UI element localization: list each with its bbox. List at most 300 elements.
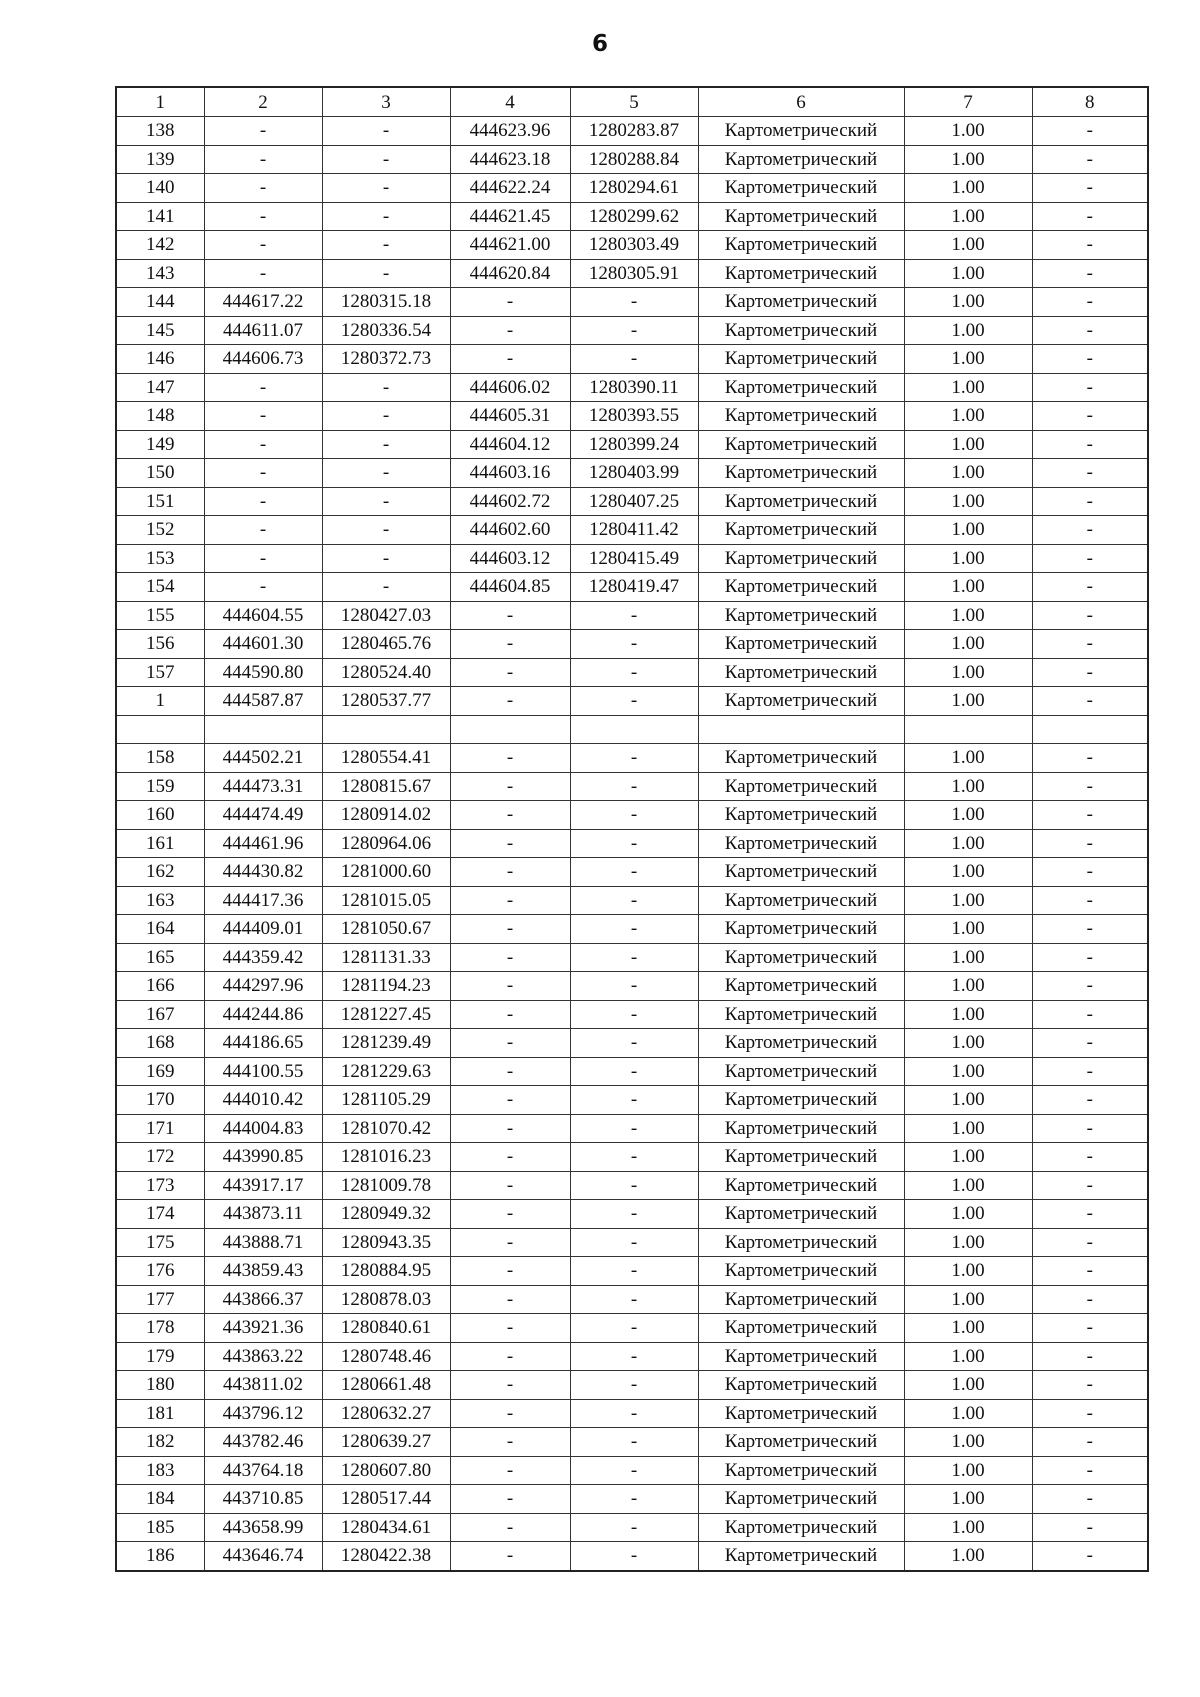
cell-accuracy: 1.00 xyxy=(904,174,1032,203)
cell-x-coordinate-new: - xyxy=(450,1399,570,1428)
cell-x-coordinate-new: - xyxy=(450,1057,570,1086)
cell-y-coordinate-new: - xyxy=(570,1485,698,1514)
cell-method: Картометрический xyxy=(698,1285,904,1314)
cell-x-coordinate-old xyxy=(204,715,322,744)
cell-x-coordinate-new: - xyxy=(450,943,570,972)
cell-note: - xyxy=(1032,316,1148,345)
table-row xyxy=(116,658,1148,687)
cell-x-coordinate-new: - xyxy=(450,1513,570,1542)
cell-y-coordinate-new: 1280299.62 xyxy=(570,202,698,231)
cell-x-coordinate-new: - xyxy=(450,288,570,317)
cell-accuracy: 1.00 xyxy=(904,1171,1032,1200)
cell-note: - xyxy=(1032,145,1148,174)
cell-x-coordinate-new: - xyxy=(450,1257,570,1286)
table-row xyxy=(116,943,1148,972)
cell-note: - xyxy=(1032,829,1148,858)
cell-x-coordinate-new: - xyxy=(450,1171,570,1200)
cell-note: - xyxy=(1032,573,1148,602)
cell-method: Картометрический xyxy=(698,744,904,773)
table-body xyxy=(116,87,1148,1571)
cell-x-coordinate-old: 444587.87 xyxy=(204,687,322,716)
cell-method: Картометрический xyxy=(698,972,904,1001)
cell-y-coordinate-old: 1280884.95 xyxy=(322,1257,450,1286)
cell-x-coordinate-old: 443764.18 xyxy=(204,1456,322,1485)
cell-x-coordinate-old: 443888.71 xyxy=(204,1228,322,1257)
cell-point-number: 143 xyxy=(116,259,204,288)
cell-y-coordinate-new: 1280407.25 xyxy=(570,487,698,516)
cell-note: - xyxy=(1032,459,1148,488)
cell-x-coordinate-old: 443863.22 xyxy=(204,1342,322,1371)
cell-method: Картометрический xyxy=(698,1399,904,1428)
cell-accuracy: 1.00 xyxy=(904,601,1032,630)
cell-y-coordinate-old: - xyxy=(322,516,450,545)
cell-point-number xyxy=(116,715,204,744)
cell-point-number: 156 xyxy=(116,630,204,659)
cell-x-coordinate-old: - xyxy=(204,373,322,402)
cell-note: - xyxy=(1032,430,1148,459)
cell-note: - xyxy=(1032,772,1148,801)
cell-x-coordinate-old: - xyxy=(204,573,322,602)
cell-point-number: 139 xyxy=(116,145,204,174)
cell-x-coordinate-old: 443710.85 xyxy=(204,1485,322,1514)
cell-note: - xyxy=(1032,744,1148,773)
cell-point-number: 185 xyxy=(116,1513,204,1542)
table-row xyxy=(116,1257,1148,1286)
cell-point-number: 160 xyxy=(116,801,204,830)
cell-point-number: 146 xyxy=(116,345,204,374)
column-header: 3 xyxy=(322,87,450,117)
table-row xyxy=(116,117,1148,146)
cell-note: - xyxy=(1032,1257,1148,1286)
table-row xyxy=(116,886,1148,915)
cell-point-number: 166 xyxy=(116,972,204,1001)
cell-note: - xyxy=(1032,858,1148,887)
cell-accuracy: 1.00 xyxy=(904,1000,1032,1029)
cell-y-coordinate-new: - xyxy=(570,601,698,630)
cell-accuracy: 1.00 xyxy=(904,915,1032,944)
cell-method: Картометрический xyxy=(698,1171,904,1200)
cell-y-coordinate-old: 1280639.27 xyxy=(322,1428,450,1457)
cell-y-coordinate-new: - xyxy=(570,1200,698,1229)
cell-x-coordinate-new: - xyxy=(450,1314,570,1343)
cell-method: Картометрический xyxy=(698,1485,904,1514)
cell-x-coordinate-new: - xyxy=(450,886,570,915)
cell-x-coordinate-old: - xyxy=(204,259,322,288)
cell-x-coordinate-new: 444604.12 xyxy=(450,430,570,459)
table-row xyxy=(116,972,1148,1001)
cell-method: Картометрический xyxy=(698,402,904,431)
cell-accuracy: 1.00 xyxy=(904,801,1032,830)
cell-x-coordinate-old: 443866.37 xyxy=(204,1285,322,1314)
cell-method: Картометрический xyxy=(698,1428,904,1457)
cell-y-coordinate-old: 1280517.44 xyxy=(322,1485,450,1514)
cell-accuracy: 1.00 xyxy=(904,744,1032,773)
cell-x-coordinate-old: - xyxy=(204,516,322,545)
cell-method: Картометрический xyxy=(698,630,904,659)
cell-x-coordinate-new: 444603.16 xyxy=(450,459,570,488)
cell-accuracy: 1.00 xyxy=(904,1399,1032,1428)
cell-y-coordinate-old: 1280315.18 xyxy=(322,288,450,317)
cell-x-coordinate-old: - xyxy=(204,174,322,203)
cell-method: Картометрический xyxy=(698,601,904,630)
cell-method: Картометрический xyxy=(698,1057,904,1086)
cell-y-coordinate-new: - xyxy=(570,1314,698,1343)
cell-y-coordinate-old: - xyxy=(322,402,450,431)
cell-y-coordinate-old: 1281194.23 xyxy=(322,972,450,1001)
cell-x-coordinate-new: 444602.60 xyxy=(450,516,570,545)
cell-x-coordinate-old: - xyxy=(204,117,322,146)
cell-y-coordinate-new: - xyxy=(570,1285,698,1314)
cell-point-number: 150 xyxy=(116,459,204,488)
cell-x-coordinate-old: - xyxy=(204,487,322,516)
cell-y-coordinate-old: 1280878.03 xyxy=(322,1285,450,1314)
cell-y-coordinate-old: 1281239.49 xyxy=(322,1029,450,1058)
cell-y-coordinate-old: 1281229.63 xyxy=(322,1057,450,1086)
cell-accuracy: 1.00 xyxy=(904,772,1032,801)
cell-note: - xyxy=(1032,915,1148,944)
table-row xyxy=(116,373,1148,402)
cell-accuracy: 1.00 xyxy=(904,1086,1032,1115)
cell-point-number: 169 xyxy=(116,1057,204,1086)
cell-accuracy xyxy=(904,715,1032,744)
cell-x-coordinate-old: 443921.36 xyxy=(204,1314,322,1343)
cell-accuracy: 1.00 xyxy=(904,886,1032,915)
cell-note: - xyxy=(1032,1456,1148,1485)
table-row xyxy=(116,487,1148,516)
cell-x-coordinate-old: 444617.22 xyxy=(204,288,322,317)
table-row xyxy=(116,231,1148,260)
cell-note: - xyxy=(1032,516,1148,545)
cell-x-coordinate-new: - xyxy=(450,1456,570,1485)
column-header: 8 xyxy=(1032,87,1148,117)
table-row xyxy=(116,687,1148,716)
cell-x-coordinate-new: 444620.84 xyxy=(450,259,570,288)
cell-note: - xyxy=(1032,801,1148,830)
table-row xyxy=(116,573,1148,602)
cell-y-coordinate-old: 1281105.29 xyxy=(322,1086,450,1115)
cell-point-number: 182 xyxy=(116,1428,204,1457)
cell-y-coordinate-new: - xyxy=(570,858,698,887)
cell-point-number: 163 xyxy=(116,886,204,915)
cell-method: Картометрический xyxy=(698,1086,904,1115)
cell-y-coordinate-old: 1280815.67 xyxy=(322,772,450,801)
cell-method: Картометрический xyxy=(698,687,904,716)
cell-x-coordinate-old: 444590.80 xyxy=(204,658,322,687)
table-row xyxy=(116,1542,1148,1571)
cell-x-coordinate-new: - xyxy=(450,1542,570,1571)
cell-accuracy: 1.00 xyxy=(904,145,1032,174)
cell-x-coordinate-old: 443873.11 xyxy=(204,1200,322,1229)
cell-y-coordinate-new: - xyxy=(570,1542,698,1571)
cell-point-number: 175 xyxy=(116,1228,204,1257)
cell-x-coordinate-new: 444605.31 xyxy=(450,402,570,431)
cell-x-coordinate-old: 444606.73 xyxy=(204,345,322,374)
column-header: 5 xyxy=(570,87,698,117)
cell-y-coordinate-old: 1281015.05 xyxy=(322,886,450,915)
cell-x-coordinate-new: - xyxy=(450,1200,570,1229)
cell-y-coordinate-old: - xyxy=(322,459,450,488)
cell-y-coordinate-old: - xyxy=(322,117,450,146)
cell-accuracy: 1.00 xyxy=(904,630,1032,659)
cell-method: Картометрический xyxy=(698,487,904,516)
table-row xyxy=(116,1342,1148,1371)
cell-y-coordinate-new: - xyxy=(570,1513,698,1542)
cell-x-coordinate-old: - xyxy=(204,202,322,231)
cell-y-coordinate-new: 1280415.49 xyxy=(570,544,698,573)
table-row xyxy=(116,715,1148,744)
cell-accuracy: 1.00 xyxy=(904,1542,1032,1571)
cell-x-coordinate-old: - xyxy=(204,145,322,174)
cell-note: - xyxy=(1032,1200,1148,1229)
cell-point-number: 176 xyxy=(116,1257,204,1286)
column-header: 2 xyxy=(204,87,322,117)
cell-y-coordinate-new: - xyxy=(570,288,698,317)
cell-y-coordinate-old: 1281050.67 xyxy=(322,915,450,944)
cell-point-number: 168 xyxy=(116,1029,204,1058)
cell-x-coordinate-old: 444359.42 xyxy=(204,943,322,972)
table-row xyxy=(116,829,1148,858)
cell-accuracy: 1.00 xyxy=(904,1257,1032,1286)
cell-note: - xyxy=(1032,658,1148,687)
cell-x-coordinate-old: 444430.82 xyxy=(204,858,322,887)
cell-point-number: 179 xyxy=(116,1342,204,1371)
cell-y-coordinate-new: - xyxy=(570,1057,698,1086)
cell-accuracy: 1.00 xyxy=(904,373,1032,402)
cell-note: - xyxy=(1032,487,1148,516)
cell-x-coordinate-old: 443646.74 xyxy=(204,1542,322,1571)
cell-point-number: 181 xyxy=(116,1399,204,1428)
cell-method: Картометрический xyxy=(698,231,904,260)
cell-method: Картометрический xyxy=(698,202,904,231)
cell-y-coordinate-new: - xyxy=(570,1456,698,1485)
cell-x-coordinate-new: 444603.12 xyxy=(450,544,570,573)
cell-y-coordinate-new: - xyxy=(570,1171,698,1200)
cell-y-coordinate-old: 1280427.03 xyxy=(322,601,450,630)
table-row xyxy=(116,1428,1148,1457)
cell-x-coordinate-old: 443859.43 xyxy=(204,1257,322,1286)
cell-y-coordinate-old: 1280524.40 xyxy=(322,658,450,687)
cell-x-coordinate-new: - xyxy=(450,687,570,716)
cell-y-coordinate-new: - xyxy=(570,801,698,830)
cell-x-coordinate-new: 444623.96 xyxy=(450,117,570,146)
cell-note: - xyxy=(1032,1171,1148,1200)
cell-method: Картометрический xyxy=(698,145,904,174)
cell-accuracy: 1.00 xyxy=(904,1228,1032,1257)
table-row xyxy=(116,1314,1148,1343)
cell-accuracy: 1.00 xyxy=(904,858,1032,887)
cell-x-coordinate-new: 444623.18 xyxy=(450,145,570,174)
cell-y-coordinate-old: 1280434.61 xyxy=(322,1513,450,1542)
cell-point-number: 184 xyxy=(116,1485,204,1514)
cell-x-coordinate-new xyxy=(450,715,570,744)
cell-note: - xyxy=(1032,1513,1148,1542)
cell-method: Картометрический xyxy=(698,516,904,545)
page-number: 6 xyxy=(591,31,608,57)
cell-accuracy: 1.00 xyxy=(904,1057,1032,1086)
cell-x-coordinate-new: - xyxy=(450,1143,570,1172)
cell-accuracy: 1.00 xyxy=(904,516,1032,545)
cell-accuracy: 1.00 xyxy=(904,316,1032,345)
cell-x-coordinate-old: 443811.02 xyxy=(204,1371,322,1400)
cell-method: Картометрический xyxy=(698,658,904,687)
cell-accuracy: 1.00 xyxy=(904,544,1032,573)
cell-point-number: 153 xyxy=(116,544,204,573)
table-row xyxy=(116,1143,1148,1172)
table-row xyxy=(116,288,1148,317)
cell-y-coordinate-new: - xyxy=(570,943,698,972)
cell-point-number: 147 xyxy=(116,373,204,402)
table-row xyxy=(116,915,1148,944)
cell-accuracy: 1.00 xyxy=(904,658,1032,687)
cell-y-coordinate-new: - xyxy=(570,1399,698,1428)
table-row xyxy=(116,259,1148,288)
cell-point-number: 149 xyxy=(116,430,204,459)
cell-note: - xyxy=(1032,1314,1148,1343)
cell-method: Картометрический xyxy=(698,288,904,317)
cell-y-coordinate-old: - xyxy=(322,544,450,573)
table-header-row xyxy=(116,87,1148,117)
cell-x-coordinate-old: 444100.55 xyxy=(204,1057,322,1086)
cell-point-number: 140 xyxy=(116,174,204,203)
cell-note: - xyxy=(1032,544,1148,573)
cell-x-coordinate-new: 444622.24 xyxy=(450,174,570,203)
cell-y-coordinate-old: - xyxy=(322,259,450,288)
table-row xyxy=(116,601,1148,630)
table-row xyxy=(116,1114,1148,1143)
cell-y-coordinate-old: 1280336.54 xyxy=(322,316,450,345)
column-header: 1 xyxy=(116,87,204,117)
cell-method xyxy=(698,715,904,744)
cell-y-coordinate-old: 1281131.33 xyxy=(322,943,450,972)
cell-accuracy: 1.00 xyxy=(904,1371,1032,1400)
cell-point-number: 151 xyxy=(116,487,204,516)
cell-method: Картометрический xyxy=(698,1314,904,1343)
cell-y-coordinate-old: 1280943.35 xyxy=(322,1228,450,1257)
cell-point-number: 165 xyxy=(116,943,204,972)
cell-point-number: 172 xyxy=(116,1143,204,1172)
cell-point-number: 148 xyxy=(116,402,204,431)
cell-point-number: 144 xyxy=(116,288,204,317)
cell-x-coordinate-old: 444297.96 xyxy=(204,972,322,1001)
cell-x-coordinate-new: - xyxy=(450,1371,570,1400)
cell-x-coordinate-new: - xyxy=(450,1114,570,1143)
cell-accuracy: 1.00 xyxy=(904,117,1032,146)
cell-y-coordinate-new: - xyxy=(570,1143,698,1172)
cell-accuracy: 1.00 xyxy=(904,1200,1032,1229)
cell-method: Картометрический xyxy=(698,459,904,488)
cell-method: Картометрический xyxy=(698,316,904,345)
cell-x-coordinate-new: - xyxy=(450,1086,570,1115)
cell-accuracy: 1.00 xyxy=(904,288,1032,317)
cell-note: - xyxy=(1032,259,1148,288)
cell-note: - xyxy=(1032,943,1148,972)
cell-accuracy: 1.00 xyxy=(904,1285,1032,1314)
cell-y-coordinate-old: 1280554.41 xyxy=(322,744,450,773)
cell-method: Картометрический xyxy=(698,117,904,146)
cell-y-coordinate-new: - xyxy=(570,1000,698,1029)
cell-note: - xyxy=(1032,402,1148,431)
cell-y-coordinate-old: 1280465.76 xyxy=(322,630,450,659)
table-row xyxy=(116,1029,1148,1058)
cell-x-coordinate-new: 444604.85 xyxy=(450,573,570,602)
cell-accuracy: 1.00 xyxy=(904,231,1032,260)
cell-accuracy: 1.00 xyxy=(904,1485,1032,1514)
cell-method: Картометрический xyxy=(698,373,904,402)
cell-y-coordinate-old: 1280914.02 xyxy=(322,801,450,830)
cell-x-coordinate-new: - xyxy=(450,972,570,1001)
cell-y-coordinate-new: - xyxy=(570,772,698,801)
cell-y-coordinate-new: - xyxy=(570,744,698,773)
cell-x-coordinate-old: 444244.86 xyxy=(204,1000,322,1029)
cell-note: - xyxy=(1032,174,1148,203)
cell-y-coordinate-new: 1280393.55 xyxy=(570,402,698,431)
cell-point-number: 152 xyxy=(116,516,204,545)
cell-note: - xyxy=(1032,1399,1148,1428)
cell-y-coordinate-old: - xyxy=(322,430,450,459)
cell-x-coordinate-new: - xyxy=(450,1428,570,1457)
cell-y-coordinate-old: - xyxy=(322,487,450,516)
cell-y-coordinate-new: - xyxy=(570,1086,698,1115)
cell-y-coordinate-new: - xyxy=(570,1228,698,1257)
cell-note: - xyxy=(1032,1143,1148,1172)
cell-accuracy: 1.00 xyxy=(904,1456,1032,1485)
table-row xyxy=(116,1057,1148,1086)
cell-accuracy: 1.00 xyxy=(904,202,1032,231)
cell-x-coordinate-old: 444417.36 xyxy=(204,886,322,915)
cell-y-coordinate-new: 1280419.47 xyxy=(570,573,698,602)
cell-x-coordinate-new: 444606.02 xyxy=(450,373,570,402)
cell-y-coordinate-new: 1280283.87 xyxy=(570,117,698,146)
cell-accuracy: 1.00 xyxy=(904,259,1032,288)
table-row xyxy=(116,744,1148,773)
cell-y-coordinate-old: 1281000.60 xyxy=(322,858,450,887)
cell-method: Картометрический xyxy=(698,1000,904,1029)
table-row xyxy=(116,1371,1148,1400)
cell-method: Картометрический xyxy=(698,1456,904,1485)
cell-accuracy: 1.00 xyxy=(904,487,1032,516)
cell-method: Картометрический xyxy=(698,1200,904,1229)
cell-x-coordinate-new: - xyxy=(450,1285,570,1314)
cell-y-coordinate-new: - xyxy=(570,829,698,858)
cell-accuracy: 1.00 xyxy=(904,402,1032,431)
cell-x-coordinate-old: 443782.46 xyxy=(204,1428,322,1457)
cell-point-number: 1 xyxy=(116,687,204,716)
cell-y-coordinate-old: 1281227.45 xyxy=(322,1000,450,1029)
cell-note: - xyxy=(1032,886,1148,915)
table-row xyxy=(116,1200,1148,1229)
cell-y-coordinate-old: - xyxy=(322,573,450,602)
cell-y-coordinate-old: 1280537.77 xyxy=(322,687,450,716)
cell-x-coordinate-old: 444010.42 xyxy=(204,1086,322,1115)
cell-note: - xyxy=(1032,1228,1148,1257)
cell-point-number: 145 xyxy=(116,316,204,345)
cell-y-coordinate-old: 1280632.27 xyxy=(322,1399,450,1428)
cell-note: - xyxy=(1032,373,1148,402)
cell-y-coordinate-new: - xyxy=(570,886,698,915)
cell-point-number: 174 xyxy=(116,1200,204,1229)
cell-x-coordinate-old: 444611.07 xyxy=(204,316,322,345)
cell-x-coordinate-new: 444602.72 xyxy=(450,487,570,516)
cell-x-coordinate-old: - xyxy=(204,459,322,488)
cell-y-coordinate-new: - xyxy=(570,915,698,944)
cell-x-coordinate-old: - xyxy=(204,430,322,459)
cell-note: - xyxy=(1032,1371,1148,1400)
cell-y-coordinate-new: - xyxy=(570,1371,698,1400)
cell-accuracy: 1.00 xyxy=(904,573,1032,602)
cell-point-number: 157 xyxy=(116,658,204,687)
table-row xyxy=(116,1285,1148,1314)
cell-accuracy: 1.00 xyxy=(904,1143,1032,1172)
